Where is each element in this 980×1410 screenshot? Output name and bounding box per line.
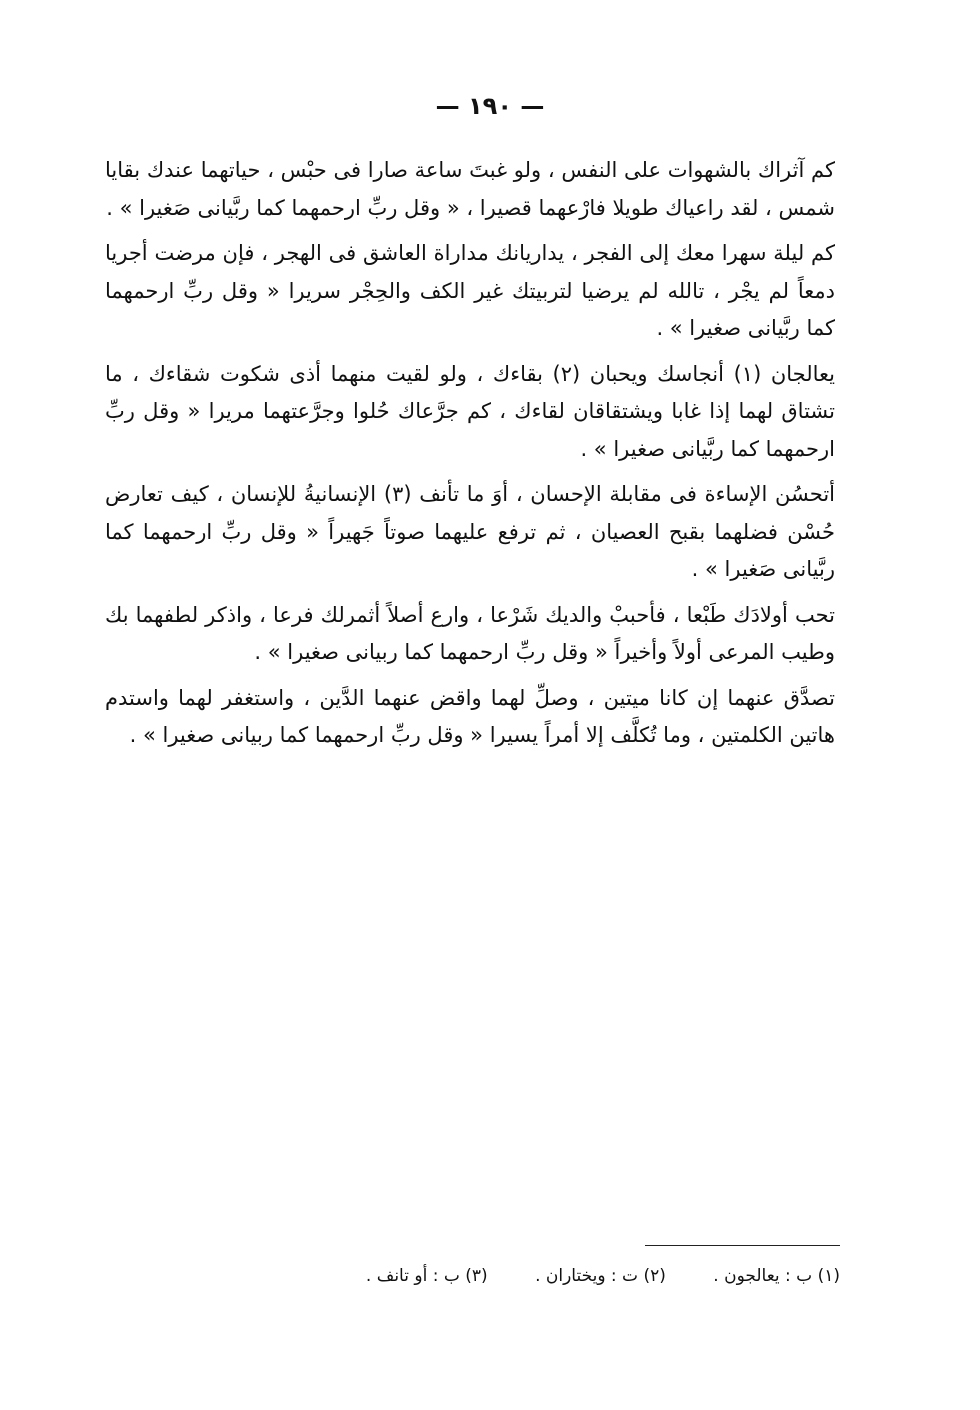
paragraph: تحب أولادَك طَبْعا ، فأحببْ والديك شَرْعا ، وارع أصلاً أثمرلك فرعا ، واذكر لطفهما بك وطيب المرعى أولاً وأخيراً « وقل ربِّ ارحمهما كما ربيانى صغيرا » .: [105, 602, 835, 664]
paragraph: كم آثراك بالشهوات على النفس ، ولو غبتَ ساعة صارا فى حبْس ، حياتهما عندك بقايا شمس ، لقد راعياك طويلا فارْعهما قصيرا ، « وقل ربِّ ارحمهما كما ربَّيانى صَغيرا » .: [105, 158, 835, 220]
paragraph: كم ليلة سهرا معك إلى الفجر ، يداريانك مداراة العاشق فى الهجر ، فإن مرضت أجريا دمعاً لم يجْر ، تالله لم يرضيا لتربيتك غير الكف والحِجْر سريرا « وقل ربِّ ارحمهما كما ربَّيانى صغيرا » .: [105, 241, 835, 340]
footnote: (٢) ت : ويختاران .: [535, 1266, 666, 1286]
footnotes: [270, 1262, 840, 1290]
footnote-separator: [645, 1245, 840, 1246]
paragraph: يعالجان (١) أنجاسك ويحبان (٢) بقاءك ، ولو لقيت منهما أذى شكوت شقاءك ، ما تشتاق لهما إذا غابا ويشتقاقان لقاءك ، كم جرَّعاك حُلوا وجرَّعتهما مريرا « وقل ربِّ ارحمهما كما ربَّيانى صغيرا » .: [105, 361, 835, 461]
body-text: [105, 152, 835, 763]
footnote: (١) ب : يعالجون .: [713, 1266, 840, 1286]
paragraph: تصدَّق عنهما إن كانا ميتين ، وصلِّ لهما واقض عنهما الدَّين ، واستغفر لهما واستدم هاتين الكلمتين ، وما تُكلَّف إلا أمراً يسيرا « وقل ربِّ ارحمهما كما ربيانى صغيرا » .: [105, 685, 835, 747]
page-number: — ١٩٠ —: [435, 92, 545, 120]
paragraph: أتحسُن الإساءة فى مقابلة الإحسان ، أوَ ما تأنف (٣) الإنسانيةُ للإنسان ، كيف تعارض حُسْن فضلهما بقبح العصيان ، ثم ترفع عليهما صوتاً جَهيراً « وقل ربِّ ارحمهما كما ربَّيانى صَغيرا » .: [105, 482, 835, 581]
footnote: (٣) ب : أو تانف .: [365, 1266, 488, 1286]
